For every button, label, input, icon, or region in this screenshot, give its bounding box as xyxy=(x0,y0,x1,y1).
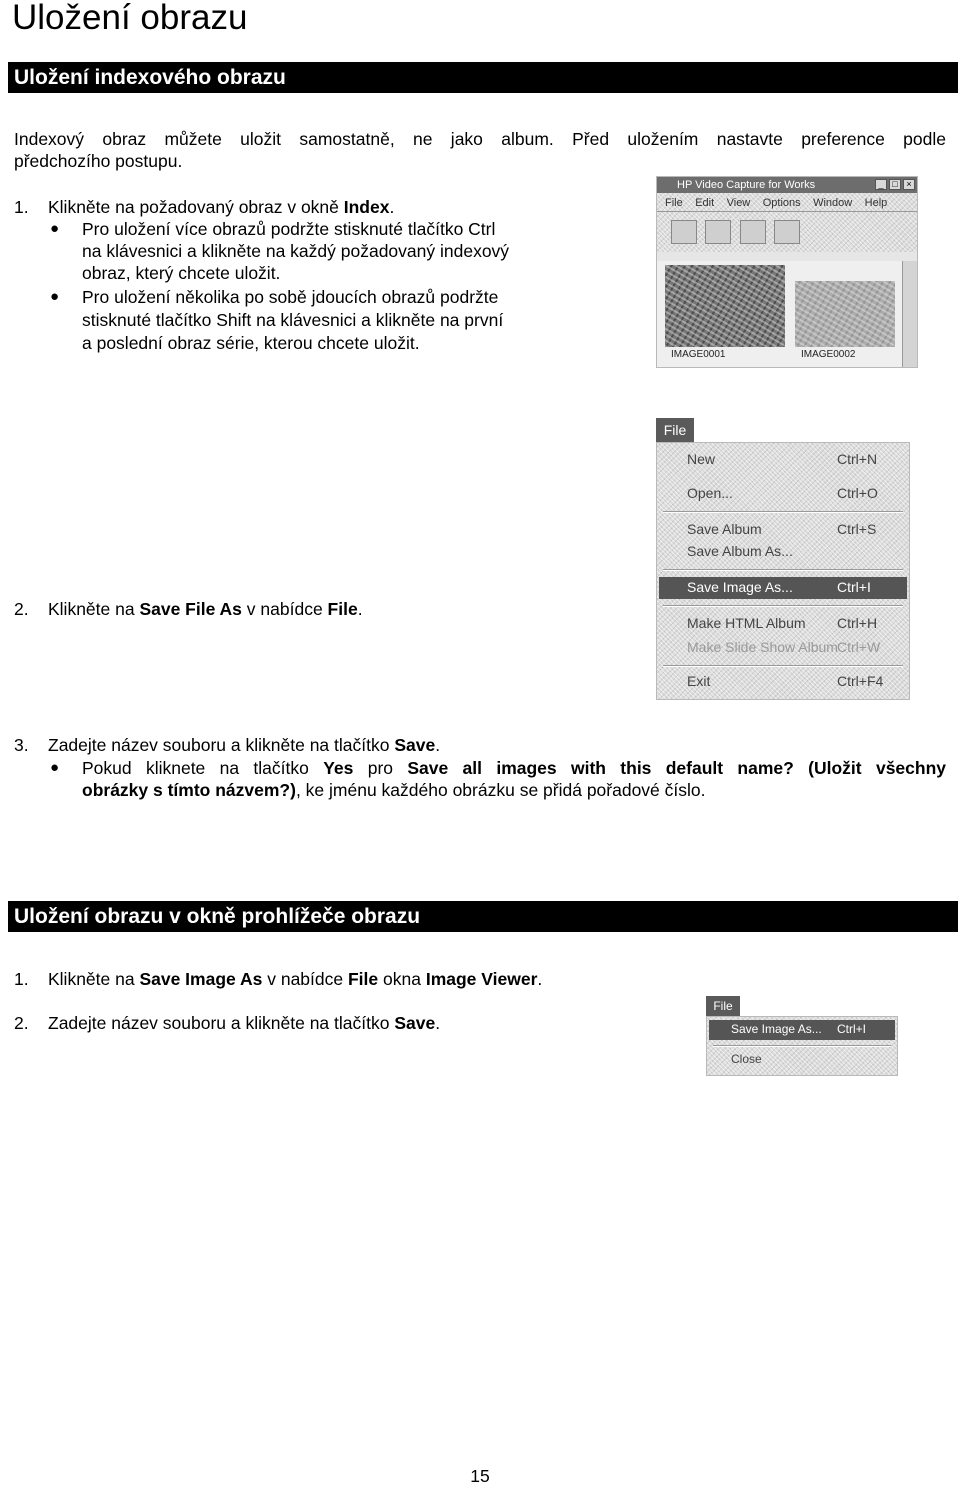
bullet-3-line-2: obrázky s tímto názvem?), ke jménu každého obrázku se přidá pořadové číslo. xyxy=(82,780,706,800)
menu-window: Window xyxy=(813,197,853,209)
thumbnail-image xyxy=(795,281,895,347)
app-window-screenshot xyxy=(656,176,918,368)
menu-item-close: Close xyxy=(731,1052,762,1066)
toolbar-frames-icon xyxy=(740,220,766,244)
menu-file: File xyxy=(665,197,683,209)
bullet-1-line-2: na klávesnici a klikněte na každý požadovaný indexový xyxy=(82,241,510,261)
intro-line-1: Indexový obraz můžete uložit samostatně, ne jako album. Před uložením nastavte preference podle xyxy=(14,129,946,149)
window-titlebar xyxy=(657,177,917,193)
bullet-dot: ● xyxy=(50,759,60,776)
window-toolbar xyxy=(657,212,917,252)
step-1-text: Klikněte na požadovaný obraz v okně Index. xyxy=(48,197,395,217)
menu-shortcut: Ctrl+F4 xyxy=(837,673,884,689)
viewer-file-menu-screenshot xyxy=(706,1016,898,1076)
bullet-2-line-1: Pro uložení několika po sobě jdoucích obrazů podržte xyxy=(82,287,499,307)
bullet-dot: ● xyxy=(50,220,60,237)
menu-shortcut: Ctrl+O xyxy=(837,485,878,501)
thumbnail-caption: IMAGE0002 xyxy=(801,349,856,360)
toolbar-tool-icon xyxy=(705,220,731,244)
menu-item-save-image-as: Save Image As... xyxy=(687,579,793,595)
window-menubar xyxy=(657,193,917,212)
menu-separator xyxy=(713,1045,891,1047)
menu-separator xyxy=(663,569,903,571)
step-3-number: 3. xyxy=(14,735,29,755)
thumbnail-image xyxy=(665,265,785,347)
toolbar-capture-icon xyxy=(671,220,697,244)
menu-separator xyxy=(663,665,903,667)
file-menu-screenshot xyxy=(656,442,910,700)
menu-shortcut: Ctrl+I xyxy=(837,579,871,595)
menu-item-save-album: Save Album xyxy=(687,521,762,537)
thumbnail-caption: IMAGE0001 xyxy=(671,349,726,360)
bullet-2-line-3: a poslední obraz série, kterou chcete uložit. xyxy=(82,333,420,353)
bullet-3-line-1: Pokud kliknete na tlačítko Yes pro Save all images with this default name? (Uložit všechny xyxy=(82,758,946,778)
menu-help: Help xyxy=(864,197,888,209)
bullet-2-line-2: stisknuté tlačítko Shift na klávesnici a klikněte na první xyxy=(82,310,504,330)
section-heading-index-image: Uložení indexového obrazu xyxy=(8,62,958,93)
bullet-1-line-3: obraz, který chcete uložit. xyxy=(82,263,281,283)
viewer-step-1-number: 1. xyxy=(14,969,29,989)
step-2-text: Klikněte na Save File As v nabídce File. xyxy=(48,599,363,619)
menu-separator xyxy=(663,605,903,607)
step-2-number: 2. xyxy=(14,599,29,619)
vertical-scrollbar xyxy=(902,261,917,367)
maximize-icon: □ xyxy=(889,179,901,190)
menu-item-save-album-as: Save Album As... xyxy=(687,543,793,559)
menu-view: View xyxy=(726,197,751,209)
section-heading-image-viewer: Uložení obrazu v okně prohlížeče obrazu xyxy=(8,901,958,932)
viewer-step-2-text: Zadejte název souboru a klikněte na tlačítko Save. xyxy=(48,1013,441,1033)
intro-line-2: předchozího postupu. xyxy=(14,151,183,171)
page-title: Uložení obrazu xyxy=(12,0,248,37)
file-menu-title: File xyxy=(656,418,694,442)
toolbar-settings-icon xyxy=(774,220,800,244)
menu-item-make-slide-show: Make Slide Show Album xyxy=(687,639,838,655)
index-thumbnail-area xyxy=(657,261,903,367)
step-3-text: Zadejte název souboru a klikněte na tlačítko Save. xyxy=(48,735,441,755)
window-title: HP Video Capture for Works xyxy=(677,179,816,191)
menu-shortcut: Ctrl+I xyxy=(837,1022,867,1036)
page-number: 15 xyxy=(470,1466,490,1486)
menu-edit: Edit xyxy=(695,197,715,209)
menu-shortcut: Ctrl+N xyxy=(837,451,878,467)
menu-item-exit: Exit xyxy=(687,673,711,689)
menu-shortcut: Ctrl+H xyxy=(837,615,878,631)
bullet-dot: ● xyxy=(50,288,60,305)
menu-separator xyxy=(663,511,903,513)
menu-item-make-html-album: Make HTML Album xyxy=(687,615,806,631)
viewer-step-1-text: Klikněte na Save Image As v nabídce File okna Image Viewer. xyxy=(48,969,543,989)
viewer-step-2-number: 2. xyxy=(14,1013,29,1033)
menu-options: Options xyxy=(762,197,801,209)
menu-item-new: New xyxy=(687,451,716,467)
bullet-1-line-1: Pro uložení více obrazů podržte stisknuté tlačítko Ctrl xyxy=(82,219,496,239)
step-1-number: 1. xyxy=(14,197,29,217)
minimize-icon: _ xyxy=(875,179,887,190)
menu-shortcut: Ctrl+W xyxy=(837,639,881,655)
menu-item-open: Open... xyxy=(687,485,733,501)
close-icon: × xyxy=(903,179,915,190)
viewer-file-menu-title: File xyxy=(706,996,740,1016)
menu-shortcut: Ctrl+S xyxy=(837,521,877,537)
menu-item-save-image-as: Save Image As... xyxy=(731,1022,822,1036)
